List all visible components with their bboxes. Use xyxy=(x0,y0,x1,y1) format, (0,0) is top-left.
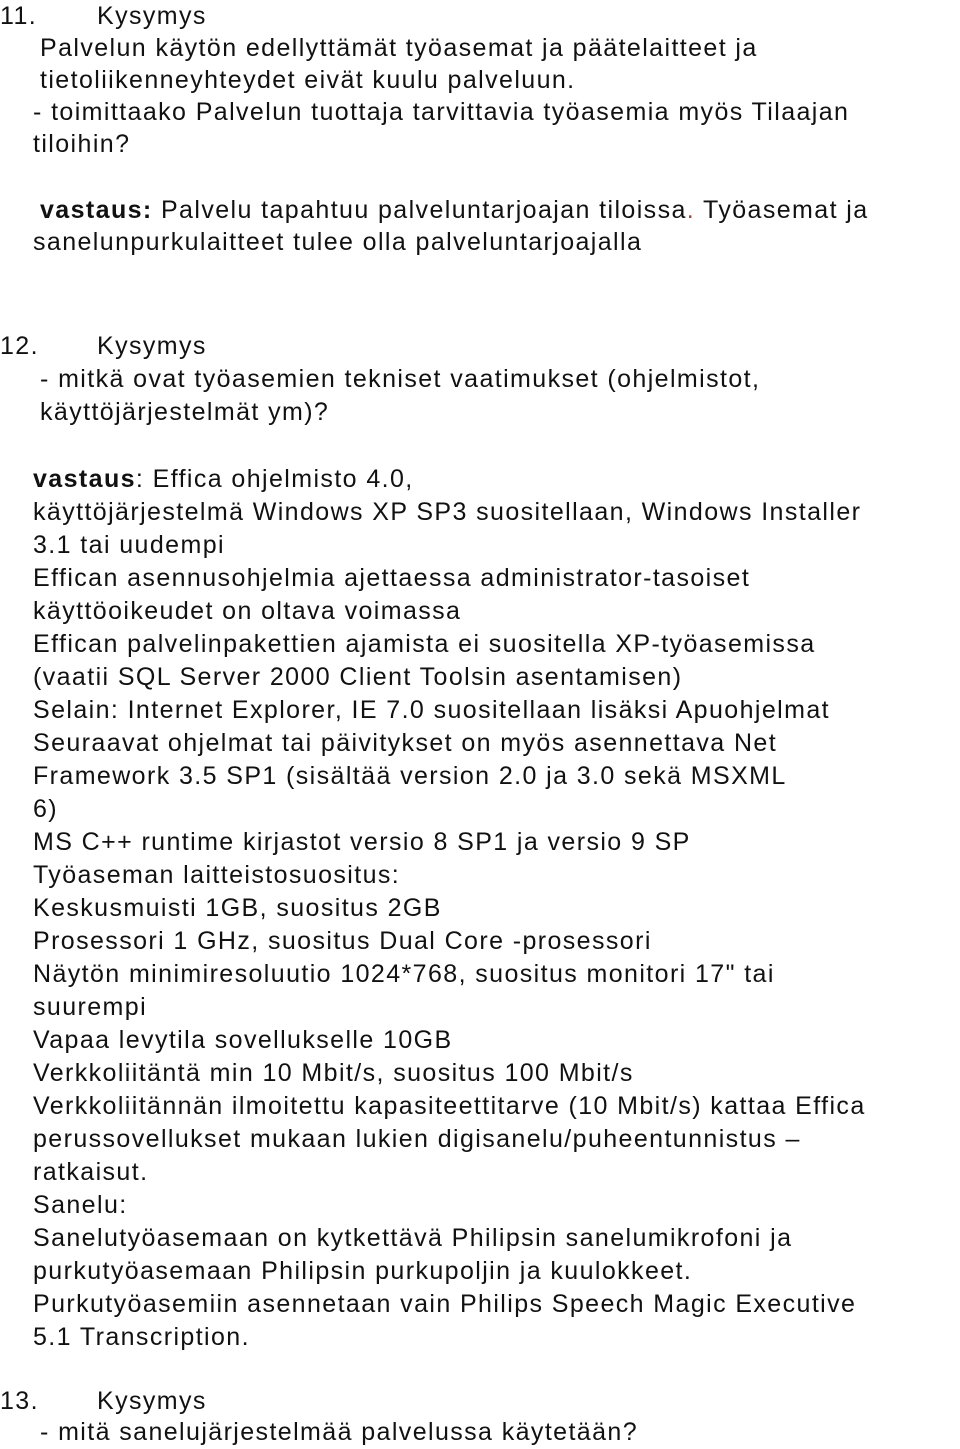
q11-text-line: - toimittaako Palvelun tuottaja tarvittavia työasemia myös Tilaajan xyxy=(33,98,850,126)
q12-answer-line: ratkaisut. xyxy=(33,1158,149,1186)
q12-answer-line: Verkkoliitäntä min 10 Mbit/s, suositus 100 Mbit/s xyxy=(33,1059,634,1087)
q11-answer-label: vastaus: xyxy=(40,196,153,224)
q12-text-line: käyttöjärjestelmät ym)? xyxy=(40,398,330,426)
q12-answer-line: Effican asennusohjelmia ajettaessa administrator-tasoiset xyxy=(33,564,751,592)
q12-answer-line: suurempi xyxy=(33,993,148,1021)
q11-text-line: tiloihin? xyxy=(33,130,131,158)
q12-answer-line: käyttöjärjestelmä Windows XP SP3 suositellaan, Windows Installer xyxy=(33,498,862,526)
q11-number: 11. xyxy=(0,2,38,30)
q13-heading: Kysymys xyxy=(97,1387,207,1415)
q12-answer-line: Sanelutyöasemaan on kytkettävä Philipsin sanelumikrofoni ja xyxy=(33,1224,793,1252)
q12-answer-line: Prosessori 1 GHz, suositus Dual Core -prosessori xyxy=(33,927,652,955)
q12-answer-text: : Effica ohjelmisto 4.0, xyxy=(135,465,414,493)
q11-text-line: tietoliikenneyhteydet eivät kuulu palveluun. xyxy=(40,66,576,94)
q12-answer-line: Työaseman laitteistosuositus: xyxy=(33,861,401,889)
q11-text-line: Palvelun käytön edellyttämät työasemat ja päätelaitteet ja xyxy=(40,34,758,62)
q12-heading: Kysymys xyxy=(97,332,207,360)
q12-answer-label: vastaus xyxy=(33,465,136,493)
q11-answer xyxy=(40,194,869,226)
q13-number: 13. xyxy=(0,1387,39,1415)
q11-answer-text: Palvelu tapahtuu palveluntarjoajan tiloissa xyxy=(152,196,687,224)
q12-answer-line: Seuraavat ohjelmat tai päivitykset on myös asennettava Net xyxy=(33,729,778,757)
q12-answer-line: Effican palvelinpakettien ajamista ei suositella XP-työasemissa xyxy=(33,630,816,658)
q12-answer-line: käyttöoikeudet on oltava voimassa xyxy=(33,597,462,625)
q12-answer-line: purkutyöasemaan Philipsin purkupoljin ja kuulokkeet. xyxy=(33,1257,693,1285)
q11-heading: Kysymys xyxy=(97,2,207,30)
q11-answer-line: sanelunpurkulaitteet tulee olla palveluntarjoajalla xyxy=(33,228,643,256)
q12-answer-line: Sanelu: xyxy=(33,1191,128,1219)
q11-answer-period: . xyxy=(686,196,696,224)
q12-answer-line: MS C++ runtime kirjastot versio 8 SP1 ja versio 9 SP xyxy=(33,828,691,856)
q12-answer-line: 5.1 Transcription. xyxy=(33,1323,250,1351)
q12-answer-line: 6) xyxy=(33,795,59,823)
q12-answer xyxy=(33,463,414,495)
q12-answer-line: Verkkoliitännän ilmoitettu kapasiteettitarve (10 Mbit/s) kattaa Effica xyxy=(33,1092,866,1120)
q12-number: 12. xyxy=(0,332,39,360)
q13-text-line: - mitä sanelujärjestelmää palvelussa käytetään? xyxy=(40,1418,639,1446)
q12-answer-line: Näytön minimiresoluutio 1024*768, suositus monitori 17" tai xyxy=(33,960,775,988)
q12-answer-line: 3.1 tai uudempi xyxy=(33,531,225,559)
q12-answer-line: Keskusmuisti 1GB, suositus 2GB xyxy=(33,894,442,922)
q12-answer-line: Purkutyöasemiin asennetaan vain Philips Speech Magic Executive xyxy=(33,1290,857,1318)
q12-answer-line: Vapaa levytila sovellukselle 10GB xyxy=(33,1026,453,1054)
q12-answer-line: Selain: Internet Explorer, IE 7.0 suositellaan lisäksi Apuohjelmat xyxy=(33,696,830,724)
q11-answer-rest: Työasemat ja xyxy=(695,196,869,224)
q12-answer-line: perussovellukset mukaan lukien digisanelu/puheentunnistus – xyxy=(33,1125,801,1153)
q12-text-line: - mitkä ovat työasemien tekniset vaatimukset (ohjelmistot, xyxy=(40,365,761,393)
q12-answer-line: Framework 3.5 SP1 (sisältää version 2.0 ja 3.0 sekä MSXML xyxy=(33,762,787,790)
q12-answer-line: (vaatii SQL Server 2000 Client Toolsin asentamisen) xyxy=(33,663,683,691)
